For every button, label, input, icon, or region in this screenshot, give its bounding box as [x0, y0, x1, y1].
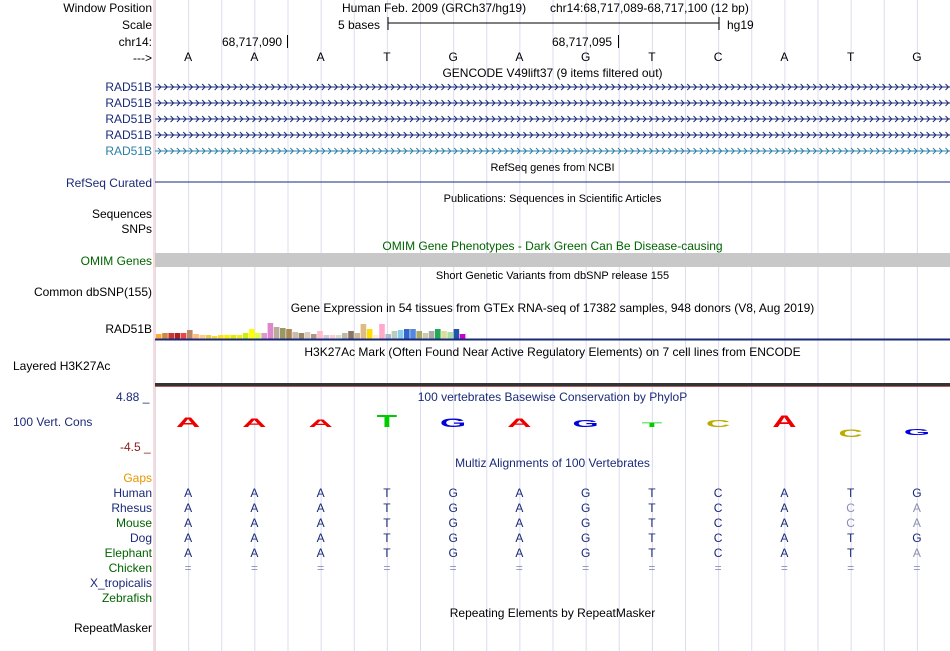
- gtex-bar: [249, 329, 255, 339]
- species-label[interactable]: Dog: [129, 531, 152, 545]
- gtex-bar: [168, 333, 174, 339]
- alignment-base: A: [515, 531, 524, 545]
- gtex-bar: [274, 327, 280, 339]
- alignment-base: A: [250, 501, 259, 515]
- omim-label[interactable]: OMIM Genes: [80, 254, 152, 268]
- alignment-base: A: [316, 486, 325, 500]
- dbsnp-label[interactable]: Common dbSNP(155): [33, 285, 152, 299]
- alignment-base: T: [383, 516, 391, 530]
- phylop-logo-letter: G: [903, 427, 930, 438]
- alignment-base: =: [714, 561, 722, 575]
- phylop-logo-letter: G: [572, 418, 599, 430]
- alignment-base: C: [713, 486, 723, 500]
- alignment-base: A: [250, 531, 259, 545]
- h3k27ac-signal: [155, 383, 950, 386]
- gtex-bar: [398, 330, 404, 339]
- strand-label: --->: [133, 51, 152, 65]
- gtex-bar: [286, 329, 292, 339]
- gtex-bar: [454, 329, 460, 339]
- alignment-base: A: [316, 516, 325, 530]
- alignment-base: T: [648, 531, 656, 545]
- alignment-base: =: [184, 561, 192, 575]
- scale-label: Scale: [121, 18, 152, 32]
- species-label[interactable]: X_tropicalis: [89, 576, 152, 590]
- alignment-base: A: [316, 531, 325, 545]
- gencode-item-label[interactable]: RAD51B: [105, 96, 152, 110]
- omim-gene-bar: [155, 253, 950, 267]
- alignment-base: G: [580, 531, 591, 545]
- scale-text: 5 bases: [338, 18, 381, 32]
- alignment-base: C: [713, 516, 723, 530]
- alignment-base: C: [846, 501, 855, 515]
- alignment-base: A: [780, 546, 789, 560]
- alignment-base: A: [780, 486, 789, 500]
- window-position-label: Window Position: [63, 1, 152, 15]
- gtex-bar: [435, 329, 441, 339]
- phylop-label[interactable]: 100 Vert. Cons: [13, 415, 93, 429]
- gtex-bar: [354, 333, 360, 339]
- base-letter: C: [713, 50, 723, 64]
- alignment-base: T: [648, 546, 656, 560]
- alignment-base: =: [847, 561, 855, 575]
- gencode-item-label[interactable]: RAD51B: [105, 112, 152, 126]
- repeatmasker-label[interactable]: RepeatMasker: [73, 621, 152, 635]
- window-position-value[interactable]: chr14:68,717,089-68,717,100 (12 bp): [550, 1, 749, 15]
- gtex-bar: [311, 334, 317, 339]
- phylop-logo-letter: A: [507, 416, 532, 430]
- gtex-bar: [156, 334, 162, 339]
- phylop-logo-letter: T: [376, 411, 398, 431]
- alignment-base: A: [184, 546, 193, 560]
- alignment-base: A: [184, 501, 193, 515]
- gtex-bar: [429, 331, 435, 339]
- base-letter: A: [515, 50, 524, 64]
- gtex-label[interactable]: RAD51B: [105, 322, 152, 336]
- species-label[interactable]: Mouse: [115, 516, 152, 530]
- gtex-bar: [379, 324, 385, 339]
- alignment-base: G: [448, 531, 458, 545]
- alignment-base: =: [383, 561, 391, 575]
- alignment-base: A: [250, 516, 259, 530]
- alignment-base: G: [448, 516, 458, 530]
- gtex-bar: [230, 335, 236, 339]
- gtex-bar: [460, 334, 466, 339]
- species-label[interactable]: Human: [113, 486, 152, 500]
- gtex-bar: [317, 331, 323, 339]
- gtex-bar: [175, 333, 181, 339]
- gtex-bar: [243, 333, 249, 339]
- alignment-base: A: [912, 501, 921, 515]
- gtex-bar: [187, 330, 193, 339]
- base-letter: T: [846, 50, 855, 64]
- alignment-base: =: [449, 561, 457, 575]
- phylop-max-label: 4.88 _: [116, 390, 150, 404]
- h3k27ac-label[interactable]: Layered H3K27Ac: [13, 359, 111, 373]
- refseq-label[interactable]: RefSeq Curated: [65, 176, 152, 190]
- omim-track-title: OMIM Gene Phenotypes - Dark Green Can Be Disease-causing: [382, 239, 723, 253]
- alignment-base: A: [184, 531, 193, 545]
- alignment-base: G: [912, 486, 922, 500]
- alignment-base: G: [448, 486, 458, 500]
- base-letter: A: [316, 50, 325, 64]
- alignment-base: =: [648, 561, 656, 575]
- gencode-item-label[interactable]: RAD51B: [105, 144, 152, 158]
- alignment-base: A: [912, 516, 921, 530]
- gtex-bar: [373, 335, 379, 339]
- base-letter: G: [912, 50, 922, 64]
- alignment-base: G: [448, 546, 458, 560]
- alignment-base: A: [780, 501, 789, 515]
- phylop-track-title: 100 vertebrates Basewise Conservation by PhyloP: [417, 390, 688, 404]
- gtex-bar: [206, 335, 212, 339]
- alignment-base: =: [515, 561, 523, 575]
- gtex-bar: [416, 331, 422, 339]
- species-label[interactable]: Elephant: [104, 546, 152, 560]
- alignment-base: =: [780, 561, 788, 575]
- alignment-base: G: [580, 486, 591, 500]
- gtex-bar: [181, 333, 187, 339]
- refseq-track-title: RefSeq genes from NCBI: [490, 162, 615, 174]
- alignment-base: =: [913, 561, 921, 575]
- alignment-base: A: [184, 486, 193, 500]
- phylop-logo-letter: A: [772, 412, 797, 431]
- alignment-base: =: [317, 561, 325, 575]
- alignment-base: C: [846, 516, 855, 530]
- alignment-base: =: [582, 561, 590, 575]
- gtex-bar: [385, 334, 391, 339]
- alignment-base: A: [515, 516, 524, 530]
- alignment-base: A: [515, 501, 524, 515]
- position-tick-1: 68,717,090: [222, 35, 283, 49]
- gaps-label: Gaps: [123, 471, 152, 485]
- alignment-base: T: [383, 501, 391, 515]
- gtex-bar: [342, 333, 348, 339]
- gtex-bar: [404, 329, 410, 339]
- alignment-base: T: [648, 516, 656, 530]
- alignment-base: A: [515, 546, 524, 560]
- alignment-base: A: [316, 501, 325, 515]
- phylop-logo-letter: C: [838, 427, 863, 440]
- gtex-bar: [261, 333, 267, 339]
- gtex-track-title: Gene Expression in 54 tissues from GTEx RNA-seq of 17382 samples, 948 donors (V8, Aug 2019): [290, 301, 815, 315]
- alignment-base: =: [250, 561, 258, 575]
- gencode-item-label[interactable]: RAD51B: [105, 80, 152, 94]
- alignment-base: T: [383, 486, 391, 500]
- alignment-base: G: [580, 516, 591, 530]
- gtex-bar: [193, 334, 199, 339]
- alignment-base: G: [448, 501, 458, 515]
- chrom-label: chr14:: [118, 35, 152, 49]
- gencode-track-title: GENCODE V49lift37 (9 items filtered out): [442, 66, 663, 80]
- alignment-base: C: [713, 531, 723, 545]
- sequences-label[interactable]: Sequences: [91, 207, 152, 221]
- gtex-bar: [224, 335, 230, 339]
- gtex-bar: [447, 332, 453, 339]
- phylop-logo-letter: T: [641, 421, 663, 429]
- assembly-name: Human Feb. 2009 (GRCh37/hg19): [342, 1, 527, 15]
- base-letter: G: [448, 50, 458, 64]
- gtex-bar: [255, 333, 261, 339]
- phylop-logo-letter: A: [308, 417, 333, 430]
- alignment-base: A: [316, 546, 325, 560]
- alignment-base: G: [580, 546, 591, 560]
- base-letter: A: [184, 50, 193, 64]
- h3k27ac-track-title: H3K27Ac Mark (Often Found Near Active Regulatory Elements) on 7 cell lines from ENCODE: [304, 345, 801, 359]
- gtex-bar: [361, 324, 367, 339]
- phylop-logo-letter: G: [440, 416, 467, 430]
- alignment-base: G: [912, 531, 922, 545]
- dbsnp-track-title: Short Genetic Variants from dbSNP release 155: [435, 270, 670, 282]
- gtex-bar: [410, 329, 416, 339]
- alignment-base: T: [383, 546, 391, 560]
- multiz-track-title: Multiz Alignments of 100 Vertebrates: [455, 456, 650, 470]
- snps-label[interactable]: SNPs: [121, 222, 152, 236]
- alignment-base: A: [250, 546, 259, 560]
- gtex-bar: [323, 335, 329, 339]
- gtex-bar: [292, 332, 298, 339]
- alignment-base: A: [780, 516, 789, 530]
- species-label[interactable]: Zebrafish: [101, 591, 152, 605]
- alignment-base: T: [846, 531, 855, 545]
- alignment-base: T: [846, 486, 855, 500]
- gtex-bar: [280, 328, 286, 339]
- alignment-base: T: [846, 546, 855, 560]
- alignment-base: C: [713, 546, 723, 560]
- gtex-bar: [305, 332, 311, 339]
- gtex-bar: [336, 335, 342, 339]
- species-label[interactable]: Rhesus: [111, 501, 152, 515]
- base-letter: T: [383, 50, 391, 64]
- phylop-logo-letter: A: [175, 414, 201, 431]
- gtex-bar: [268, 323, 274, 339]
- alignment-base: A: [184, 516, 193, 530]
- gtex-bar: [199, 335, 205, 339]
- alignment-base: A: [515, 486, 524, 500]
- gtex-bar: [218, 335, 224, 339]
- base-letter: T: [648, 50, 656, 64]
- phylop-min-label: -4.5 _: [120, 440, 151, 454]
- alignment-base: A: [250, 486, 259, 500]
- phylop-logo-letter: A: [242, 416, 267, 430]
- gtex-bar: [330, 335, 336, 339]
- scale-db: hg19: [727, 18, 754, 32]
- gtex-bar: [367, 329, 373, 339]
- gencode-item-label[interactable]: RAD51B: [105, 128, 152, 142]
- alignment-base: C: [713, 501, 723, 515]
- gtex-bar: [299, 333, 305, 339]
- gtex-bar: [162, 333, 168, 339]
- gtex-bar: [441, 331, 447, 339]
- gtex-bar: [392, 331, 398, 339]
- gtex-bar: [348, 331, 354, 339]
- base-letter: A: [780, 50, 789, 64]
- alignment-base: A: [780, 531, 789, 545]
- alignment-base: A: [912, 546, 921, 560]
- gtex-bar: [423, 333, 429, 339]
- alignment-base: T: [383, 531, 391, 545]
- phylop-logo-letter: C: [705, 418, 731, 430]
- gtex-bar: [237, 335, 243, 339]
- repeatmasker-track-title: Repeating Elements by RepeatMasker: [449, 606, 656, 620]
- position-tick-2: 68,717,095: [552, 35, 613, 49]
- species-label[interactable]: Chicken: [108, 561, 152, 575]
- base-letter: A: [250, 50, 259, 64]
- publications-track-title: Publications: Sequences in Scientific Articles: [443, 193, 662, 205]
- alignment-base: G: [580, 501, 591, 515]
- alignment-base: T: [648, 486, 656, 500]
- alignment-base: T: [648, 501, 656, 515]
- base-letter: G: [580, 50, 591, 64]
